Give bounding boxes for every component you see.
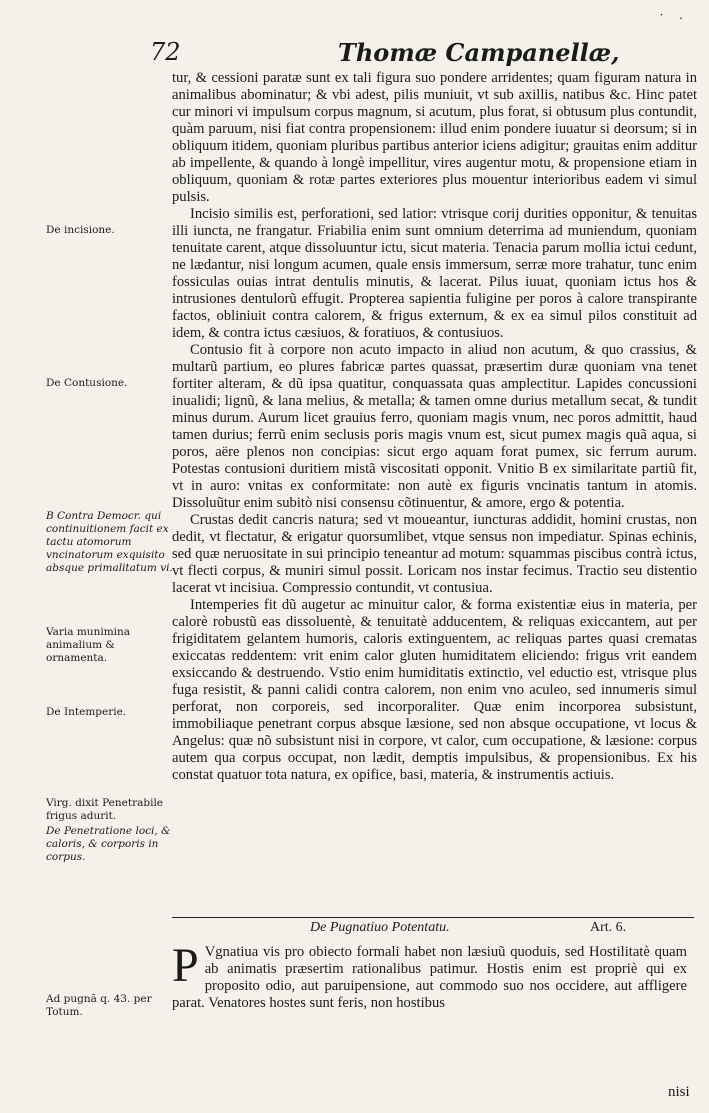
paragraph-contusio: Contusio fit à corpore non acuto impacto in aliud non acutum, & quo crassius, & multarũ partium, eo plures fabricæ partes quassat, præsertim duræ quoniam vna tenet fortiter alteram, & dũ ipsa quatitur, conquassata quas amplectitur. Lapides concussioni inualidi; lignũ, & lana melius, & metalla; & tamen omne durius metallum secat, & tundit minus durum. Aurum licet grauius ferro, quoniam magis vnum, nec poros admittit, haud tamen durius; ferrũ enim seclusis poris magis vnum est, sicut pumex magis quã aqua, si poros, aëre plenos non concipias: sicut ergo aquam forat pumex, sic ferrum aurum. Potestas contusioni duritiem mistã viscositati opponit. Vnitio B ex similaritate partiũ fit, vt in auro: vnitas ex conformitate: non autè ex figuris vncinatis tantum in atomis. Dissoluũtur enim subitò nisi consensu cõtinuentur, & amore, ergo & potentia.	[172, 342, 697, 511]
margin-note-virgil: Virg. dixit Penetrabile frigus adurit.	[46, 797, 164, 822]
section-name: De Pugnatiuo Potentatu.	[310, 920, 450, 935]
margin-note-intemperie: De Intemperie.	[46, 706, 127, 718]
margin-note-incision: De incisione.	[46, 224, 115, 236]
paragraph-crustas: Crustas dedit cancris natura; sed vt moueantur, iuncturas addidit, homini crustas, non dedit, vt flectatur, & erigatur quorsumlibet, vtque sensus non impediatur. Spinas echinis, sed quæ neruositate in sui principio teneantur ad motum: squammas piscibus contrà ictus, vt flecti corpus, & muniri simul possit. Loricam nos instar fecimus. Tractio seu distentio lacerat vt incisiua. Compressio contundit, vt contusiua.	[172, 512, 697, 596]
page-number: 72	[150, 38, 181, 66]
catchword: nisi	[668, 1084, 690, 1100]
margin-note-penetratione: De Penetratione loci, & caloris, & corporis in corpus.	[46, 825, 171, 863]
margin-note-democritus: B Contra Democr. qui continuitionem facit ex tactu atomorum vncinatorum exquisito absque primalitatum vi.	[46, 510, 173, 574]
dropcap-letter: P	[172, 939, 199, 992]
corner-mark: · .	[659, 8, 689, 22]
page-header	[0, 38, 709, 68]
margin-note-contusion: De Contusione.	[46, 377, 128, 389]
article-number: Art. 6.	[590, 920, 627, 935]
margin-note-munimina: Varia munimina animalium & ornamenta.	[46, 626, 131, 664]
section-rule	[172, 917, 694, 918]
final-paragraph-text: Vgnatiua vis pro obiecto formali habet non læsiuũ quoduis, sed Hostilitatè quam ab animatis præsertim rationalibus patimur. Hostis enim est propriè qui ex proposito odio, aut paruipensione, aut commodo suo nos occidere, aut affligere parat. Venatores hostes sunt feris, non hostibus	[172, 944, 687, 1011]
main-text-column	[172, 70, 697, 784]
paragraph-continuation: tur, & cessioni paratæ sunt ex tali figura suo pondere arridentes; quam figuram natura in animalibus abominatur; & vbi adest, pilis muniuit, vt sub axillis, natibus &c. Hinc patet cur minori vi impulsum corpus magnum, si acutum, plus forat, si obtusum plus contundit, quàm paruum, nisi fiat contra propensionem: illud enim pondere iuuatur si deorsum; si in obliquum itidem, quoniam pluribus partibus anterior iciens adigitur; grauitas enim additur ab impellente, & quando à longè impellitur, vires augentur motu, & propensione etiam in obliquum, quoniam & rotæ partes exteriores plus mouentur interioribus eadem vi simul pulsis.	[172, 70, 697, 205]
margin-note-pugna: Ad pugnã q. 43. per Totum.	[46, 993, 152, 1018]
running-title: Thomæ Campanellæ,	[338, 38, 620, 67]
paragraph-incisio: Incisio similis est, perforationi, sed latior: vtrisque corij durities opponitur, & tenuitas illi iuncta, ne frangatur. Friabilia enim sunt omnium deterrima ad muniendum, quoniam tenuitate carent, atque dissoluuntur ictu, sicut materia. Tenacia parum mollia ictui cedunt, ne lædantur, nisi longum acumen, quale ensis immersum, serræ more trahatur, tunc enim fossiculas ouias intrat dentulis minutis, & lacerat. Pilus iuuat, quoniam ictus hos & intrusiones dentulorũ effugit. Propterea sapientia fuligine per poros à calore transpirante factos, obliniuit contra calorem, & frigus externum, & ex ea simul pilos constituit ad idem, & contra ictus cæsiuos, & foratiuos, & contusiuos.	[172, 206, 697, 341]
paragraph-intemperies: Intemperies fit dũ augetur ac minuitur calor, & forma existentiæ eius in materia, per calorè robustũ eas dissoluentè, & tenuitatè adducentem, & reliquas exiccantem, aut per frigiditatem gelantem humoris, caloris extinguentem, ac reliquas partes quasi crematas exiccatas reddentem: vrit enim calor gluten humiditatem eliciendo: frigus vrit eandem exsiccando & destruendo. Vstio enim humiditatis extinctio, vel eductio est, vtrisque plus fuga resistit, & panni calidi contra calorem, non enim vno aculeo, sed innumeris simul perforat, non corporeis, sed incorporaliter. Quæ enim incorporea subsistunt, immobiliaque penetrant corpus absque læsione, sed non absque occupatione, vt locus & Angelus: quæ nõ subsistunt nisi in corpore, vt calor, cum occupatione, & læsione: corpus autem qua corpus occupat, non lædit, demptis impulsibus, & propensionibus. Ex his constat quatuor tota natura, ex opifice, basi, materia, & instrumentis actiuis.	[172, 597, 697, 783]
final-paragraph	[172, 939, 687, 1012]
